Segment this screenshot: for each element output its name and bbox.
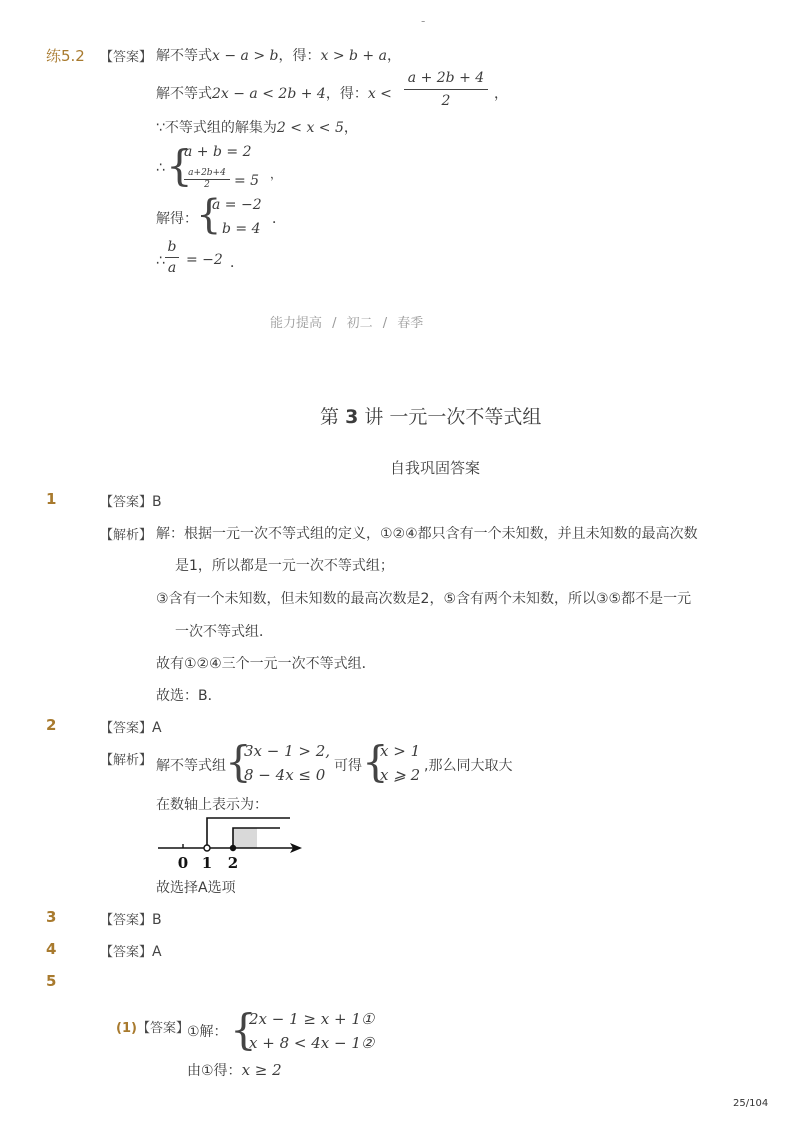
- answer-tag: [100, 909, 162, 928]
- system-eq2: 8 − 4x ≤ 0: [244, 766, 326, 784]
- shaded-region: [233, 828, 257, 848]
- page-number: 25/104: [733, 1098, 769, 1109]
- text: 可得: [334, 758, 362, 774]
- analysis-line: 故有①②④三个一元一次不等式组．: [156, 656, 376, 672]
- system-eq1: a + b = 2: [184, 144, 252, 160]
- text: ，得：: [325, 86, 368, 102]
- text: ∵不等式组的解集为: [156, 120, 277, 136]
- question-number: 1: [46, 490, 57, 508]
- therefore-symbol: ∴: [156, 253, 165, 269]
- text: 【答案】: [100, 913, 153, 928]
- left-brace: {: [230, 1005, 257, 1054]
- left-brace: {: [166, 141, 193, 190]
- math: 2 < x < 5: [276, 120, 344, 136]
- analysis-line: ③含有一个未知数，但未知数的最高次数是2，⑤含有两个未知数，所以③⑤都不是一元: [156, 591, 692, 607]
- tick-label-1: 1: [201, 854, 213, 872]
- solution-a: a = −2: [212, 197, 262, 213]
- answer-value: A: [152, 720, 162, 736]
- final-rhs: = −2: [186, 252, 223, 268]
- period: ．: [230, 255, 244, 271]
- comma: ，: [270, 167, 283, 181]
- numerator: a+2b+4: [188, 168, 226, 178]
- tick-label-2: 2: [227, 854, 239, 872]
- ex52-line-2: [156, 83, 392, 103]
- answer-value: B: [152, 912, 162, 928]
- lecture-title: [320, 402, 541, 429]
- number-line: [150, 812, 310, 874]
- ex52-fraction: [404, 70, 488, 109]
- text: 解不等式组: [156, 758, 226, 774]
- text: 【答案】: [100, 945, 153, 960]
- text: 【答案】: [100, 495, 153, 510]
- text: 第: [320, 406, 340, 428]
- answer-value: B: [152, 494, 162, 510]
- answer-tag: [100, 941, 162, 960]
- conclusion: 故选择A选项: [156, 880, 236, 896]
- ex52-line-1: [156, 45, 401, 65]
- math: 2x − a < 2b + 4: [212, 86, 326, 102]
- answer-tag: [100, 717, 162, 736]
- math: x > b + a: [320, 48, 387, 64]
- open-point-1: [204, 845, 210, 851]
- text: 解不等式: [156, 86, 212, 102]
- system-eq2: x + 8 < 4x − 1②: [249, 1034, 375, 1052]
- answer-value: A: [152, 944, 162, 960]
- math: x − a > b: [212, 48, 279, 64]
- lecture-number: 3: [345, 406, 359, 428]
- text: 【答案】: [100, 721, 153, 736]
- period: ．: [272, 211, 286, 227]
- text: (1): [116, 1021, 137, 1036]
- exercise-label: 练5.2: [46, 47, 85, 65]
- text: 【答案】: [136, 1021, 189, 1036]
- result-eq1: x > 1: [380, 742, 421, 760]
- text: ①解：: [187, 1024, 228, 1040]
- final-fraction: [165, 239, 179, 276]
- analysis-line: 故选：B．: [156, 688, 222, 704]
- system-fraction: [184, 168, 230, 190]
- analysis-line: 解：根据一元一次不等式组的定义，①②④都只含有一个未知数，并且未知数的最高次数: [156, 526, 698, 542]
- text: 由①得：: [187, 1063, 242, 1079]
- numerator: a + 2b + 4: [407, 70, 485, 86]
- denominator: a: [165, 257, 179, 276]
- solution-b: b = 4: [222, 221, 261, 237]
- tick-label-0: 0: [177, 854, 189, 872]
- question-number: 4: [46, 940, 57, 958]
- left-brace: {: [362, 737, 389, 786]
- analysis-tag: 【解析】: [100, 753, 153, 768]
- system-rhs: = 5: [234, 173, 260, 189]
- system-eq1: 2x − 1 ≥ x + 1①: [249, 1010, 375, 1028]
- part-label: [116, 1017, 189, 1036]
- numerator: b: [167, 239, 177, 255]
- analysis-line: 是1，所以都是一元一次不等式组；: [175, 558, 394, 574]
- breadcrumb: 能力提高 / 初二 / 春季: [270, 316, 424, 331]
- ex52-line-3: [156, 117, 358, 137]
- math: x <: [367, 86, 392, 102]
- result-eq2: x ⩾ 2: [380, 766, 421, 784]
- number-line-caption: 在数轴上表示为：: [156, 797, 268, 813]
- system-eq1: 3x − 1 > 2,: [244, 742, 331, 760]
- text: 讲 一元一次不等式组: [364, 406, 542, 428]
- denominator: 2: [184, 179, 230, 190]
- answer-tag: 【答案】: [100, 50, 153, 65]
- question-number: 5: [46, 972, 57, 990]
- comma: ，: [494, 86, 508, 102]
- math: x ≥ 2: [241, 1061, 282, 1079]
- denominator: 2: [404, 89, 488, 109]
- from-eq1: [187, 1060, 282, 1080]
- left-brace: {: [196, 192, 222, 238]
- closed-point-2: [230, 845, 236, 851]
- analysis-line: 一次不等式组．: [175, 624, 273, 640]
- top-mark: -: [421, 14, 426, 28]
- therefore-symbol: ∴: [156, 160, 165, 176]
- text: ，得：: [278, 48, 321, 64]
- question-number: 3: [46, 908, 57, 926]
- section-subtitle: 自我巩固答案: [390, 459, 481, 477]
- text: ，: [343, 120, 358, 136]
- analysis-tag: 【解析】: [100, 528, 153, 543]
- answer-tag: [100, 491, 162, 510]
- text: ,那么同大取大: [424, 758, 513, 774]
- question-number: 2: [46, 716, 57, 734]
- left-brace: {: [225, 737, 252, 786]
- solve-label: 解得：: [156, 211, 198, 227]
- text: 解不等式: [156, 48, 212, 64]
- text: ，: [386, 48, 401, 64]
